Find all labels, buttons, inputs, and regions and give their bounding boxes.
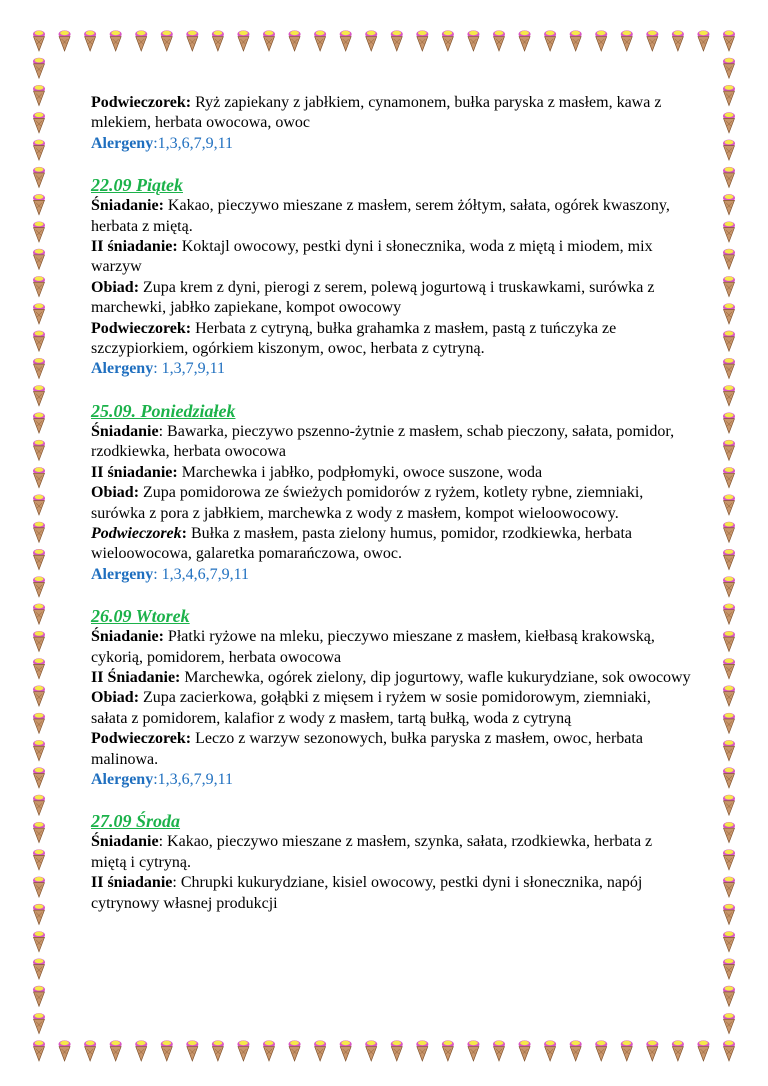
ice-cream-cone-icon xyxy=(723,331,735,352)
ice-cream-cone-icon xyxy=(33,276,45,297)
meal-label: II śniadanie: xyxy=(91,238,178,256)
ice-cream-cone-icon xyxy=(135,30,147,51)
ice-cream-cone-icon xyxy=(59,30,71,51)
ice-cream-cone-icon xyxy=(621,30,633,51)
ice-cream-cone-icon xyxy=(33,576,45,597)
ice-cream-cone-icon xyxy=(33,986,45,1007)
ice-cream-cone-icon xyxy=(33,713,45,734)
ice-cream-cone-icon xyxy=(33,904,45,925)
ice-cream-cone-icon xyxy=(186,30,198,51)
meal-label: Podwieczorek: xyxy=(91,730,192,748)
ice-cream-cone-icon xyxy=(33,167,45,188)
ice-cream-cone-icon xyxy=(723,194,735,215)
ice-cream-cone-icon xyxy=(237,30,249,51)
ice-cream-cone-icon xyxy=(723,576,735,597)
day-title: 26.09 Wtorek xyxy=(91,606,190,627)
ice-cream-cone-icon xyxy=(33,931,45,952)
ice-cream-cone-icon xyxy=(33,58,45,79)
ice-cream-cone-icon xyxy=(672,1040,684,1061)
ice-cream-cone-icon xyxy=(340,30,352,51)
ice-cream-cone-icon xyxy=(723,713,735,734)
ice-cream-cone-icon xyxy=(33,877,45,898)
ice-cream-cone-icon xyxy=(723,467,735,488)
day-title: 22.09 Piątek xyxy=(91,175,183,196)
meal-entry xyxy=(91,196,691,237)
ice-cream-cone-icon xyxy=(33,767,45,788)
ice-cream-cone-icon xyxy=(59,1040,71,1061)
ice-cream-cone-icon xyxy=(723,385,735,406)
meal-entry xyxy=(91,483,691,524)
ice-cream-cone-icon xyxy=(723,221,735,242)
ice-cream-cone-icon xyxy=(723,631,735,652)
meal-entry xyxy=(91,873,691,914)
ice-cream-cone-icon xyxy=(723,849,735,870)
ice-cream-cone-icon xyxy=(340,1040,352,1061)
ice-cream-cone-icon xyxy=(33,1040,45,1061)
meal-label: Podwieczorek xyxy=(91,524,182,542)
ice-cream-cone-icon xyxy=(723,904,735,925)
ice-cream-cone-icon xyxy=(289,1040,301,1061)
ice-cream-cone-icon xyxy=(365,30,377,51)
ice-cream-cone-icon xyxy=(723,522,735,543)
meal-text: Herbata z cytryną, bułka grahamka z masłem, pastą z tuńczyka ze szczypiorkiem, ogórkiem kiszonym, owoc, herbata z cytryną. xyxy=(91,319,617,358)
ice-cream-cone-icon xyxy=(33,849,45,870)
ice-cream-cone-icon xyxy=(723,604,735,625)
ice-cream-cone-icon xyxy=(723,30,735,51)
meal-label: Śniadanie: xyxy=(91,197,164,215)
allergens-label: Alergeny xyxy=(91,134,154,152)
allergens-label: Alergeny xyxy=(91,565,154,583)
ice-cream-cone-icon xyxy=(33,358,45,379)
ice-cream-cone-icon xyxy=(723,140,735,161)
meal-text: Bułka z masłem, pasta zielony humus, pomidor, rzodkiewka, herbata wieloowocowa, galaretka pomarańczowa, owoc. xyxy=(91,524,632,563)
meal-label: Podwieczorek: xyxy=(91,94,192,111)
meal-text: Zupa zacierkowa, gołąbki z mięsem i ryżem w sosie pomidorowym, ziemniaki, sałata z pomidorem, kalafior z wody z masłem, tartą bułką, woda z cytryną xyxy=(91,689,651,727)
meal-entry xyxy=(91,524,691,565)
ice-cream-cone-icon xyxy=(493,30,505,51)
ice-cream-cone-icon xyxy=(723,112,735,133)
ice-cream-cone-icon xyxy=(519,1040,531,1061)
ice-cream-cone-icon xyxy=(212,30,224,51)
ice-cream-cone-icon xyxy=(161,30,173,51)
ice-cream-cone-icon xyxy=(161,1040,173,1061)
allergens-codes: : 1,3,4,6,7,9,11 xyxy=(153,565,250,583)
ice-cream-cone-icon xyxy=(416,1040,428,1061)
ice-cream-cone-icon xyxy=(263,30,275,51)
ice-cream-cone-icon xyxy=(33,194,45,215)
meal-text: Koktajl owocowy, pestki dyni i słonecznika, woda z miętą i miodem, mix warzyw xyxy=(91,238,653,276)
ice-cream-cone-icon xyxy=(570,1040,582,1061)
meal-entry xyxy=(91,319,691,360)
meal-label: Śniadanie xyxy=(91,422,159,440)
ice-cream-cone-icon xyxy=(33,604,45,625)
ice-cream-cone-icon xyxy=(391,1040,403,1061)
ice-cream-cone-icon xyxy=(723,167,735,188)
ice-cream-cone-icon xyxy=(84,30,96,51)
ice-cream-cone-icon xyxy=(595,30,607,51)
ice-cream-cone-icon xyxy=(314,30,326,51)
allergens-line xyxy=(91,565,691,585)
ice-cream-cone-icon xyxy=(365,1040,377,1061)
ice-cream-cone-icon xyxy=(263,1040,275,1061)
meal-entry xyxy=(91,237,691,278)
ice-cream-cone-icon xyxy=(467,30,479,51)
allergens-line xyxy=(91,134,691,154)
meal-label: Obiad: xyxy=(91,278,140,296)
ice-cream-cone-icon xyxy=(723,1040,735,1061)
ice-cream-cone-icon xyxy=(544,1040,556,1061)
meal-label: Śniadanie xyxy=(91,833,159,851)
meal-label: Podwieczorek: xyxy=(91,319,192,337)
ice-cream-cone-icon xyxy=(570,30,582,51)
ice-cream-cone-icon xyxy=(33,494,45,515)
meal-entry xyxy=(91,627,691,668)
ice-cream-cone-icon xyxy=(493,1040,505,1061)
ice-cream-cone-icon xyxy=(33,686,45,707)
ice-cream-cone-icon xyxy=(646,1040,658,1061)
meal-text: Marchewka, ogórek zielony, dip jogurtowy, wafle kukurydziane, sok owocowy xyxy=(180,668,691,686)
meal-label: II śniadanie xyxy=(91,874,173,892)
meal-label: Obiad: xyxy=(91,689,140,707)
ice-cream-cone-icon xyxy=(723,249,735,270)
ice-cream-cone-icon xyxy=(442,1040,454,1061)
ice-cream-cone-icon xyxy=(723,795,735,816)
ice-cream-cone-icon xyxy=(237,1040,249,1061)
ice-cream-cone-icon xyxy=(33,522,45,543)
ice-cream-cone-icon xyxy=(33,303,45,324)
ice-cream-cone-icon xyxy=(723,740,735,761)
meal-label: Śniadanie: xyxy=(91,628,164,646)
ice-cream-cone-icon xyxy=(723,440,735,461)
allergens-label: Alergeny xyxy=(91,360,154,378)
meal-text: : Bawarka, pieczywo pszenno-żytnie z masłem, schab pieczony, sałata, pomidor, rzodkiewka, herbata owocowa xyxy=(91,422,675,461)
ice-cream-cone-icon xyxy=(33,249,45,270)
ice-cream-cone-icon xyxy=(723,877,735,898)
ice-cream-cone-icon xyxy=(723,494,735,515)
ice-cream-cone-icon xyxy=(723,58,735,79)
meal-entry xyxy=(91,278,691,319)
meal-entry xyxy=(91,729,691,770)
ice-cream-cone-icon xyxy=(697,1040,709,1061)
ice-cream-cone-icon xyxy=(33,331,45,352)
meal-entry xyxy=(91,668,691,688)
meal-entry xyxy=(91,832,691,873)
ice-cream-cone-icon xyxy=(135,1040,147,1061)
ice-cream-cone-icon xyxy=(186,1040,198,1061)
ice-cream-cone-icon xyxy=(416,30,428,51)
allergens-codes: : 1,3,7,9,11 xyxy=(153,360,226,378)
ice-cream-cone-icon xyxy=(33,658,45,679)
ice-cream-cone-icon xyxy=(33,631,45,652)
allergens-line xyxy=(91,359,691,379)
ice-cream-cone-icon xyxy=(467,1040,479,1061)
ice-cream-cone-icon xyxy=(33,822,45,843)
ice-cream-cone-icon xyxy=(33,112,45,133)
ice-cream-cone-icon xyxy=(212,1040,224,1061)
meal-text: : Chrupki kukurydziane, kisiel owocowy, pestki dyni i słonecznika, napój cytrynowy własnej produkcji xyxy=(91,874,643,912)
allergens-line xyxy=(91,770,691,790)
day-title: 25.09. Poniedziałek xyxy=(91,400,236,421)
ice-cream-cone-icon xyxy=(33,549,45,570)
ice-cream-cone-icon xyxy=(723,303,735,324)
ice-cream-cone-icon xyxy=(672,30,684,51)
ice-cream-cone-icon xyxy=(33,140,45,161)
ice-cream-cone-icon xyxy=(84,1040,96,1061)
ice-cream-cone-icon xyxy=(33,440,45,461)
ice-cream-cone-icon xyxy=(697,30,709,51)
meal-label-colon: : xyxy=(181,524,187,542)
meal-entry xyxy=(91,422,691,463)
ice-cream-cone-icon xyxy=(33,959,45,980)
ice-cream-cone-icon xyxy=(723,686,735,707)
ice-cream-cone-icon xyxy=(33,467,45,488)
ice-cream-cone-icon xyxy=(723,358,735,379)
ice-cream-cone-icon xyxy=(33,30,45,51)
meal-text: Zupa krem z dyni, pierogi z serem, polewą jogurtową i truskawkami, surówka z marchewki, jabłko zapiekane, kompot owocowy xyxy=(91,278,655,317)
meal-label: II Śniadanie: xyxy=(91,668,181,686)
ice-cream-cone-icon xyxy=(33,85,45,106)
meal-label: Obiad: xyxy=(91,484,140,502)
ice-cream-cone-icon xyxy=(723,549,735,570)
allergens-codes: :1,3,6,7,9,11 xyxy=(153,134,234,152)
ice-cream-cone-icon xyxy=(621,1040,633,1061)
ice-cream-cone-icon xyxy=(33,795,45,816)
allergens-codes: :1,3,6,7,9,11 xyxy=(153,770,234,788)
day-title: 27.09 Środa xyxy=(91,811,181,832)
ice-cream-cone-icon xyxy=(723,276,735,297)
allergens-label: Alergeny xyxy=(91,770,154,788)
ice-cream-cone-icon xyxy=(723,822,735,843)
meal-text: Kakao, pieczywo mieszane z masłem, serem żółtym, sałata, ogórek kwaszony, herbata z miętą. xyxy=(91,197,670,235)
ice-cream-cone-icon xyxy=(33,221,45,242)
ice-cream-cone-icon xyxy=(723,959,735,980)
meal-text: Zupa pomidorowa ze świeżych pomidorów z ryżem, kotlety rybne, ziemniaki, surówka z pora z jabłkiem, marchewka z wody z masłem, kompot wieloowocowy. xyxy=(91,484,644,522)
meal-entry xyxy=(91,463,691,483)
ice-cream-cone-icon xyxy=(33,1013,45,1034)
meal-text: Ryż zapiekany z jabłkiem, cynamonem, bułka paryska z masłem, kawa z mlekiem, herbata owocowa, owoc xyxy=(91,94,662,132)
ice-cream-cone-icon xyxy=(723,658,735,679)
ice-cream-cone-icon xyxy=(723,931,735,952)
ice-cream-cone-icon xyxy=(723,986,735,1007)
ice-cream-cone-icon xyxy=(595,1040,607,1061)
ice-cream-cone-icon xyxy=(110,30,122,51)
ice-cream-cone-icon xyxy=(314,1040,326,1061)
meal-text: Leczo z warzyw sezonowych, bułka paryska z masłem, owoc, herbata malinowa. xyxy=(91,730,643,768)
meal-text: Płatki ryżowe na mleku, pieczywo mieszane z masłem, kiełbasą krakowską, cykorią, pomidorem, herbata owocowa xyxy=(91,628,655,666)
ice-cream-cone-icon xyxy=(723,413,735,434)
ice-cream-cone-icon xyxy=(723,85,735,106)
ice-cream-cone-icon xyxy=(442,30,454,51)
ice-cream-cone-icon xyxy=(110,1040,122,1061)
ice-cream-cone-icon xyxy=(544,30,556,51)
ice-cream-cone-icon xyxy=(33,385,45,406)
ice-cream-cone-icon xyxy=(33,740,45,761)
ice-cream-cone-icon xyxy=(519,30,531,51)
meal-text: : Kakao, pieczywo mieszane z masłem, szynka, sałata, rzodkiewka, herbata z miętą i cytryną. xyxy=(91,833,653,871)
meal-text: Marchewka i jabłko, podpłomyki, owoce suszone, woda xyxy=(177,463,543,481)
menu-content xyxy=(91,93,691,914)
meal-label: II śniadanie: xyxy=(91,463,178,481)
ice-cream-cone-icon xyxy=(289,30,301,51)
ice-cream-cone-icon xyxy=(723,767,735,788)
ice-cream-cone-icon xyxy=(33,413,45,434)
ice-cream-cone-icon xyxy=(646,30,658,51)
meal-entry xyxy=(91,688,691,729)
ice-cream-cone-icon xyxy=(391,30,403,51)
top-snack-entry xyxy=(91,93,691,134)
ice-cream-cone-icon xyxy=(723,1013,735,1034)
